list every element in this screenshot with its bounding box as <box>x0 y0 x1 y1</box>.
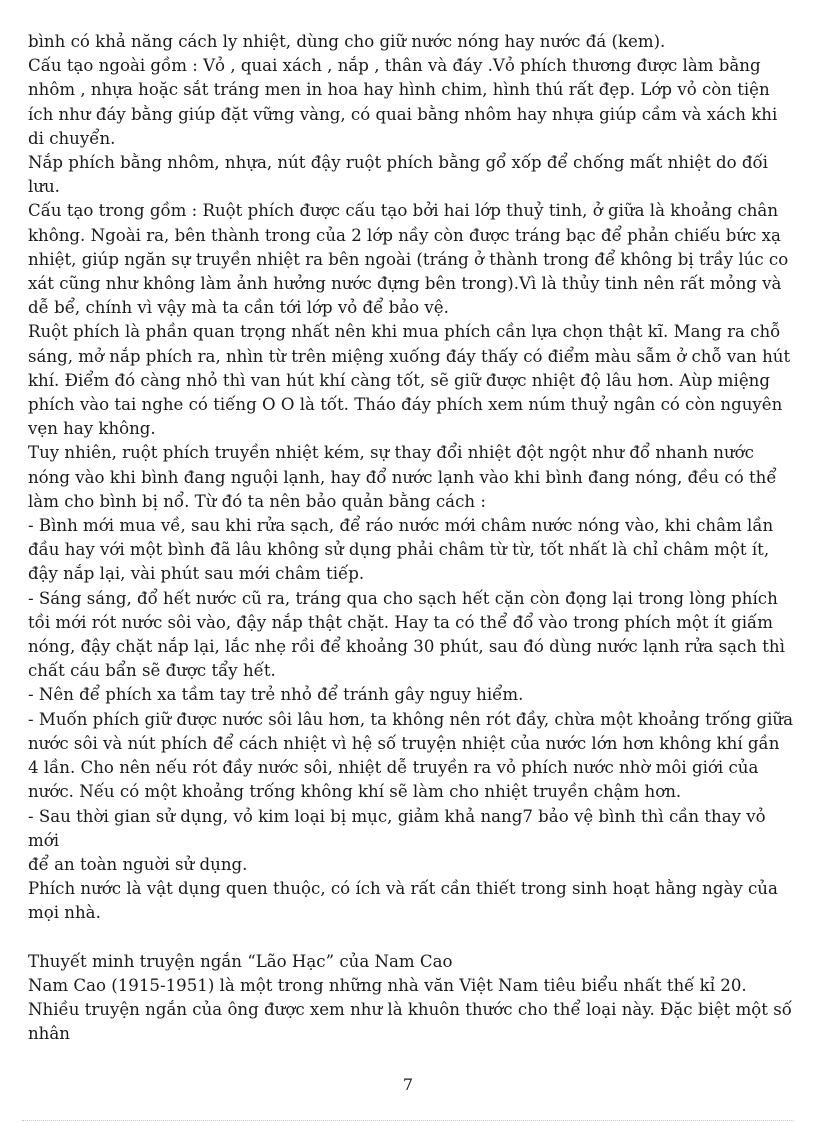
paragraph-2: Cấu tạo ngoài gồm : Vỏ , quai xách , nắp , thân và đáy .Vỏ phích thương được làm bằng nhôm , nhựa hoặc sắt tráng men in hoa hay hình chim, hình thú rất đẹp. Lớp vỏ còn tiện ích như đáy bằng giúp đặt vững vàng, có quai bằng nhôm hay nhựa giúp cầm và xách khi di chuyển. <box>28 56 778 148</box>
blank-line <box>28 926 794 950</box>
paragraph-8: - Sáng sáng, đổ hết nước cũ ra, tráng qua cho sạch hết cặn còn đọng lại trong lòng phích tồi mới rót nước sôi vào, đậy nắp thật chặt. Hay ta có thể đổ vào trong phích một ít giấm nóng, đậy chặt nắp lại, lắc nhẹ rồi để khoảng 30 phút, sau đó dùng nước lạnh rửa sạch thì chất cáu bẩn sẽ được tẩy hết. <box>28 588 785 681</box>
paragraph-13: để an toàn nguời sử dụng. <box>28 854 248 874</box>
section-heading: Thuyết minh truyện ngắn “Lão Hạc” của Nam Cao <box>28 951 453 971</box>
paragraph-1: bình có khả năng cách ly nhiệt, dùng cho giữ nước nóng hay nước đá (kem). <box>28 32 666 51</box>
paragraph-6: Tuy nhiên, ruột phích truyền nhiệt kém, sự thay đổi nhiệt đột ngột như đổ nhanh nước nóng vào khi bình đang nguội lạnh, hay đổ nước lạnh vào khi bình đang nóng, đều có thể làm cho bình bị nổ. Từ đó ta nên bảo quản bằng cách : <box>28 443 777 511</box>
document-page <box>22 0 794 1123</box>
body-text <box>28 30 794 1047</box>
paragraph-9: - Nên để phích xa tầm tay trẻ nhỏ để tránh gây nguy hiểm. <box>28 685 524 705</box>
footer-divider <box>22 1120 794 1121</box>
paragraph-3: Nắp phích bằng nhôm, nhựa, nút đậy ruột phích bằng gổ xốp để chống mất nhiệt do đối lưu. <box>28 153 768 197</box>
paragraph-14: Phích nước là vật dụng quen thuộc, có ích và rất cần thiết trong sinh hoạt hằng ngày của mọi nhà. <box>28 879 778 923</box>
paragraph-10: - Muốn phích giữ được nước sôi lâu hơn, ta không nên rót đầy, chừa một khoảng trống giữa <box>28 709 793 729</box>
paragraph-5: Ruột phích là phần quan trọng nhất nên khi mua phích cần lựa chọn thật kĩ. Mang ra chỗ sáng, mở nắp phích ra, nhìn từ trên miệng xuống đáy thấy có điểm màu sẫm ở chỗ van hút khí. Điểm đó càng nhỏ thì van hút khí càng tốt, sẽ giữ được nhiệt độ lâu hơn. Aùp miệng phích vào tai nghe có tiếng O O là tốt. Tháo đáy phích xem núm thuỷ ngân có còn nguyên vẹn hay không. <box>28 322 791 439</box>
paragraph-4: Cấu tạo trong gồm : Ruột phích được cấu tạo bởi hai lớp thuỷ tinh, ở giữa là khoảng chân không. Ngoài ra, bên thành trong của 2 lớp nầy còn được tráng bạc để phản chiếu bức xạ nhiệt, giúp ngăn sự truyền nhiệt ra bên ngoài (tráng ở thành trong để không bị trầy lúc co xát cũng như không làm ảnh hưởng nước đựng bên trong).Vì là thủy tinh nên rất mỏng và dễ bể, chính vì vậy mà ta cần tới lớp vỏ để bảo vệ. <box>28 201 789 318</box>
paragraph-11: nước sôi và nút phích để cách nhiệt vì hệ số truyện nhiệt của nước lớn hơn không khí gần 4 lần. Cho nên nếu rót đầy nước sôi, nhiệt dễ truyền ra vỏ phích nước nhờ môi giới của nước. Nếu có một khoảng trống không khí sẽ làm cho nhiệt truyền chậm hơn. <box>28 733 780 802</box>
section-paragraph: Nam Cao (1915-1951) là một trong những nhà văn Việt Nam tiêu biểu nhất thế kỉ 20. Nhiều truyện ngắn của ông được xem như là khuôn thước cho thể loại này. Đặc biệt một số nhân <box>28 975 792 1044</box>
paragraph-12: - Sau thời gian sử dụng, vỏ kim loại bị mục, giảm khả nang7 bảo vệ bình thì cần thay vỏ mới <box>28 806 766 850</box>
paragraph-7: - Bình mới mua về, sau khi rửa sạch, để ráo nước mới châm nước nóng vào, khi châm lần đầu hay với một bình đã lâu không sử dụng phải châm từ từ, tốt nhất là chỉ châm một ít, đậy nắp lại, vài phút sau mới châm tiếp. <box>28 516 774 584</box>
page-number: 7 <box>402 1075 414 1094</box>
